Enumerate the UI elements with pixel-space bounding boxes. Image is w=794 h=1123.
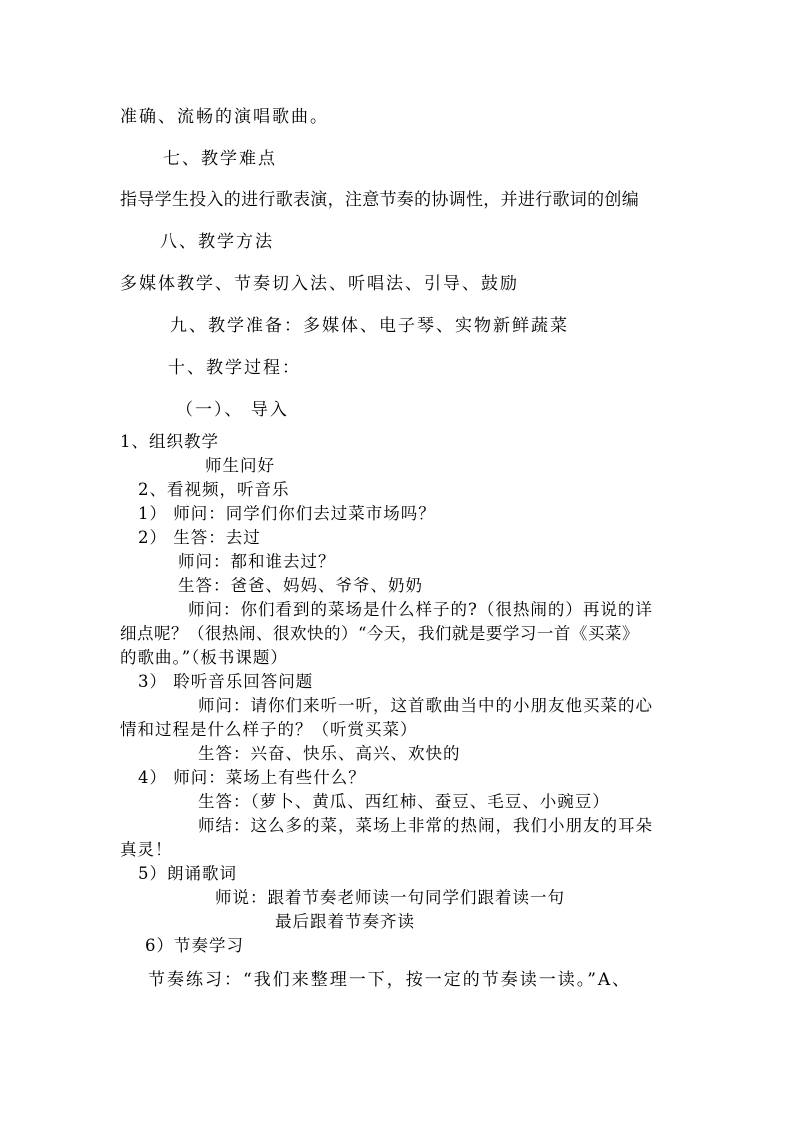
text-line: 指导学生投入的进行歌表演，注意节奏的协调性，并进行歌词的创编 — [120, 190, 639, 210]
text-line: 生答：爸爸、妈妈、爷爷、奶奶 — [178, 576, 423, 595]
text-line: 师问：请你们来听一听，这首歌曲当中的小朋友他买菜的心 — [198, 696, 653, 715]
text-line: 6）节奏学习 — [145, 936, 244, 955]
text-line: 最后跟着节奏齐读 — [275, 912, 415, 931]
text-line: 师问：都和谁去过？ — [178, 552, 336, 571]
text-line: 师生问好 — [205, 456, 275, 475]
text-line: 真灵！ — [120, 840, 173, 859]
subsection-heading: （一）、 导入 — [176, 400, 289, 420]
text-line: 细点呢？（很热闹、很欢快的）“今天，我们就是要学习一首《买菜》 — [120, 624, 639, 643]
text-line: 1、组织教学 — [120, 432, 219, 451]
text-line: 准确、流畅的演唱歌曲。 — [120, 107, 329, 127]
section-heading: 七、教学难点 — [163, 149, 277, 169]
text-line: 师结：这么多的菜，菜场上非常的热闹，我们小朋友的耳朵 — [198, 816, 653, 835]
text-line: 生答：（萝卜、黄瓜、西红柿、蚕豆、毛豆、小豌豆） — [198, 792, 610, 811]
text-line: 5）朗诵歌词 — [138, 864, 237, 883]
text-line: 生答：兴奋、快乐、高兴、欢快的 — [198, 744, 461, 763]
text-line: 2、看视频，听音乐 — [138, 480, 290, 499]
text-line: 3） 聆听音乐回答问题 — [138, 672, 314, 691]
section-heading: 八、教学方法 — [160, 232, 274, 252]
text-line: 4） 师问：菜场上有些什么？ — [138, 768, 366, 787]
text-line: 师说：跟着节奏老师读一句同学们跟着读一句 — [215, 888, 565, 907]
section-heading: 九、教学准备：多媒体、电子琴、实物新鲜蔬菜 — [170, 316, 569, 336]
text-line: 情和过程是什么样子的？（听赏买菜） — [120, 720, 418, 739]
text-line: 节奏练习：“我们来整理一下，按一定的节奏读一读。”A、 — [148, 970, 632, 990]
text-line: 师问：你们看到的菜场是什么样子的?（很热闹的）再说的详 — [188, 600, 653, 619]
text-line: 1） 师问：同学们你们去过菜市场吗？ — [138, 504, 436, 523]
section-heading: 十、教学过程： — [168, 358, 301, 378]
text-line: 多媒体教学、节奏切入法、听唱法、引导、鼓励 — [120, 274, 519, 294]
text-line: 的歌曲。”（板书课题） — [120, 648, 288, 667]
text-line: 2） 生答：去过 — [138, 528, 261, 547]
